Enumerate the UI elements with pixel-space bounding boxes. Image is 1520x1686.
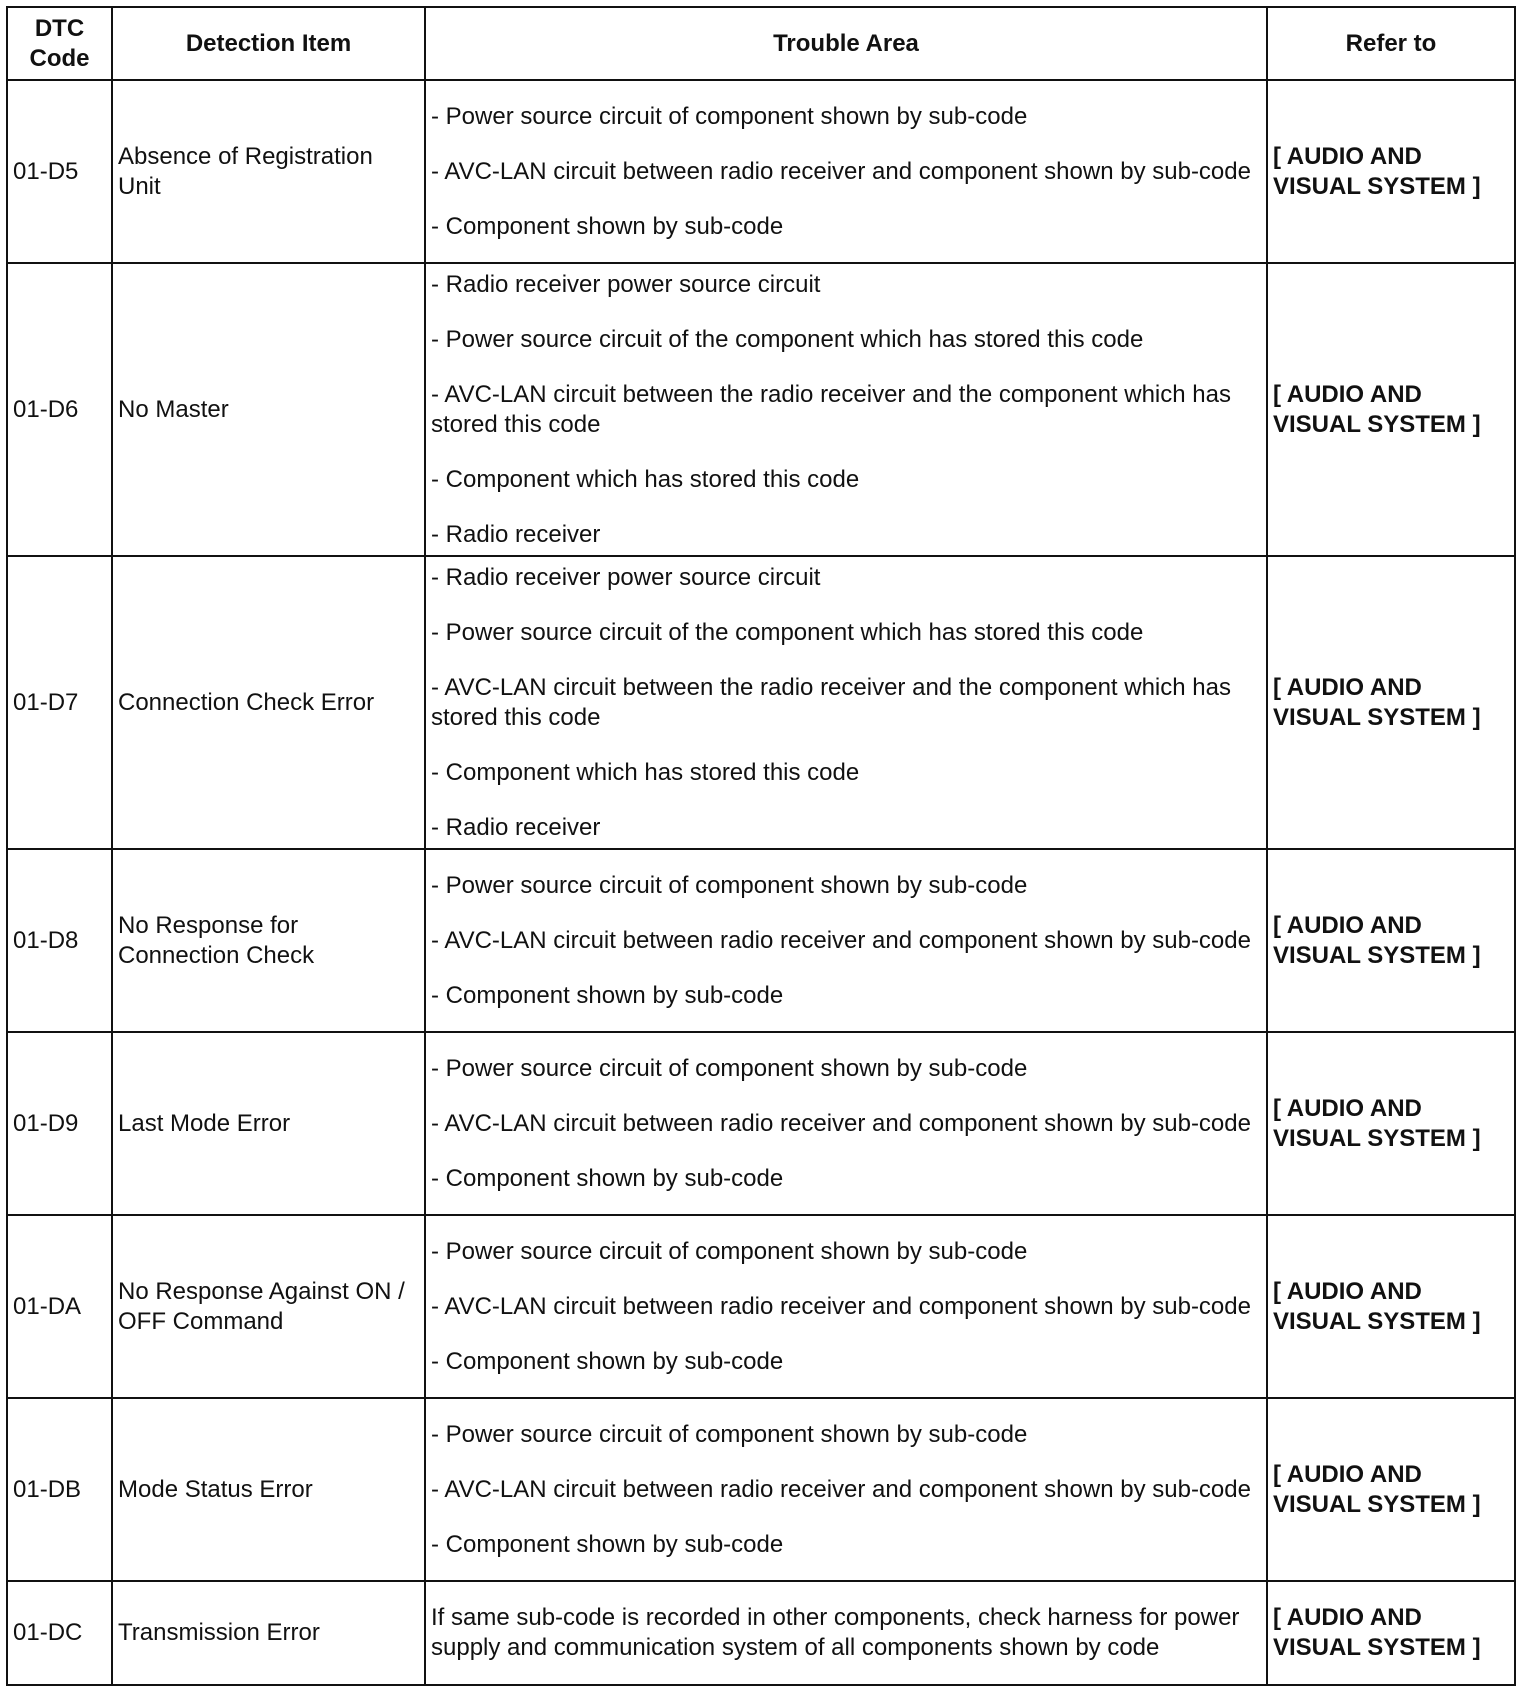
dtc-code-cell: 01-D5: [7, 80, 112, 263]
trouble-area-line: - AVC-LAN circuit between radio receiver and component shown by sub-code: [431, 1109, 1251, 1137]
table-row: [7, 1398, 1515, 1581]
trouble-area-cell: [425, 80, 1267, 263]
refer-to-link[interactable]: [ AUDIO AND VISUAL SYSTEM ]: [1267, 1398, 1515, 1581]
trouble-area-line: If same sub-code is recorded in other components, check harness for power supply and communication system of all components shown by code: [431, 1604, 1240, 1661]
trouble-area-line: - AVC-LAN circuit between radio receiver and component shown by sub-code: [431, 1292, 1251, 1320]
trouble-area-line: - Component shown by sub-code: [431, 212, 784, 240]
detection-item-cell: Connection Check Error: [112, 556, 425, 849]
table-row: [7, 80, 1515, 263]
dtc-code-cell: 01-D7: [7, 556, 112, 849]
refer-to-link[interactable]: [ AUDIO AND VISUAL SYSTEM ]: [1267, 1032, 1515, 1215]
trouble-area-cell: [425, 1215, 1267, 1398]
header-trouble-area: Trouble Area: [425, 7, 1267, 80]
dtc-code-cell: 01-DC: [7, 1581, 112, 1685]
trouble-area-line: - Power source circuit of component shown by sub-code: [431, 1054, 1028, 1082]
trouble-area-line: - Power source circuit of component shown by sub-code: [431, 1237, 1028, 1265]
refer-to-link[interactable]: [ AUDIO AND VISUAL SYSTEM ]: [1267, 1581, 1515, 1685]
trouble-area-line: - AVC-LAN circuit between radio receiver and component shown by sub-code: [431, 1475, 1251, 1503]
trouble-area-cell: [425, 849, 1267, 1032]
trouble-area-cell: [425, 1032, 1267, 1215]
dtc-code-cell: 01-DB: [7, 1398, 112, 1581]
trouble-area-line: - Power source circuit of component shown by sub-code: [431, 1420, 1028, 1448]
trouble-area-line: - Component which has stored this code: [431, 465, 860, 493]
trouble-area-line: - Component shown by sub-code: [431, 1347, 784, 1375]
detection-item-cell: Last Mode Error: [112, 1032, 425, 1215]
header-dtc-code: DTC Code: [7, 7, 112, 80]
trouble-area-cell: [425, 263, 1267, 556]
header-refer-to: Refer to: [1267, 7, 1515, 80]
trouble-area-line: - Power source circuit of component shown by sub-code: [431, 871, 1028, 899]
detection-item-cell: No Response Against ON / OFF Command: [112, 1215, 425, 1398]
dtc-table: [6, 6, 1516, 1686]
detection-item-cell: No Response for Connection Check: [112, 849, 425, 1032]
trouble-area-line: - Component shown by sub-code: [431, 1530, 784, 1558]
detection-item-cell: No Master: [112, 263, 425, 556]
trouble-area-line: - Component shown by sub-code: [431, 1164, 784, 1192]
table-row: [7, 1032, 1515, 1215]
trouble-area-cell: [425, 1581, 1267, 1685]
table-row: [7, 263, 1515, 556]
dtc-code-cell: 01-D9: [7, 1032, 112, 1215]
table-row: [7, 1215, 1515, 1398]
trouble-area-line: - AVC-LAN circuit between radio receiver and component shown by sub-code: [431, 926, 1251, 954]
trouble-area-line: - Power source circuit of the component which has stored this code: [431, 618, 1144, 646]
table-row: [7, 1581, 1515, 1685]
refer-to-link[interactable]: [ AUDIO AND VISUAL SYSTEM ]: [1267, 556, 1515, 849]
detection-item-cell: Mode Status Error: [112, 1398, 425, 1581]
trouble-area-line: - Power source circuit of the component which has stored this code: [431, 325, 1144, 353]
trouble-area-cell: [425, 556, 1267, 849]
detection-item-cell: Absence of Registration Unit: [112, 80, 425, 263]
refer-to-link[interactable]: [ AUDIO AND VISUAL SYSTEM ]: [1267, 263, 1515, 556]
dtc-code-cell: 01-DA: [7, 1215, 112, 1398]
trouble-area-line: - Component which has stored this code: [431, 758, 860, 786]
trouble-area-line: - Radio receiver power source circuit: [431, 563, 821, 591]
table-row: [7, 849, 1515, 1032]
refer-to-link[interactable]: [ AUDIO AND VISUAL SYSTEM ]: [1267, 80, 1515, 263]
refer-to-link[interactable]: [ AUDIO AND VISUAL SYSTEM ]: [1267, 1215, 1515, 1398]
dtc-code-cell: 01-D8: [7, 849, 112, 1032]
trouble-area-line: - Radio receiver power source circuit: [431, 270, 821, 298]
trouble-area-line: - Component shown by sub-code: [431, 981, 784, 1009]
refer-to-link[interactable]: [ AUDIO AND VISUAL SYSTEM ]: [1267, 849, 1515, 1032]
trouble-area-line: - AVC-LAN circuit between the radio receiver and the component which has stored this code: [431, 380, 1231, 438]
trouble-area-line: - Radio receiver: [431, 813, 601, 841]
header-row: [7, 7, 1515, 80]
dtc-code-cell: 01-D6: [7, 263, 112, 556]
trouble-area-line: - AVC-LAN circuit between radio receiver and component shown by sub-code: [431, 157, 1251, 185]
detection-item-cell: Transmission Error: [112, 1581, 425, 1685]
header-detection-item: Detection Item: [112, 7, 425, 80]
trouble-area-line: - Radio receiver: [431, 520, 601, 548]
table-row: [7, 556, 1515, 849]
trouble-area-line: - AVC-LAN circuit between the radio receiver and the component which has stored this code: [431, 673, 1231, 731]
trouble-area-line: - Power source circuit of component shown by sub-code: [431, 102, 1028, 130]
trouble-area-cell: [425, 1398, 1267, 1581]
